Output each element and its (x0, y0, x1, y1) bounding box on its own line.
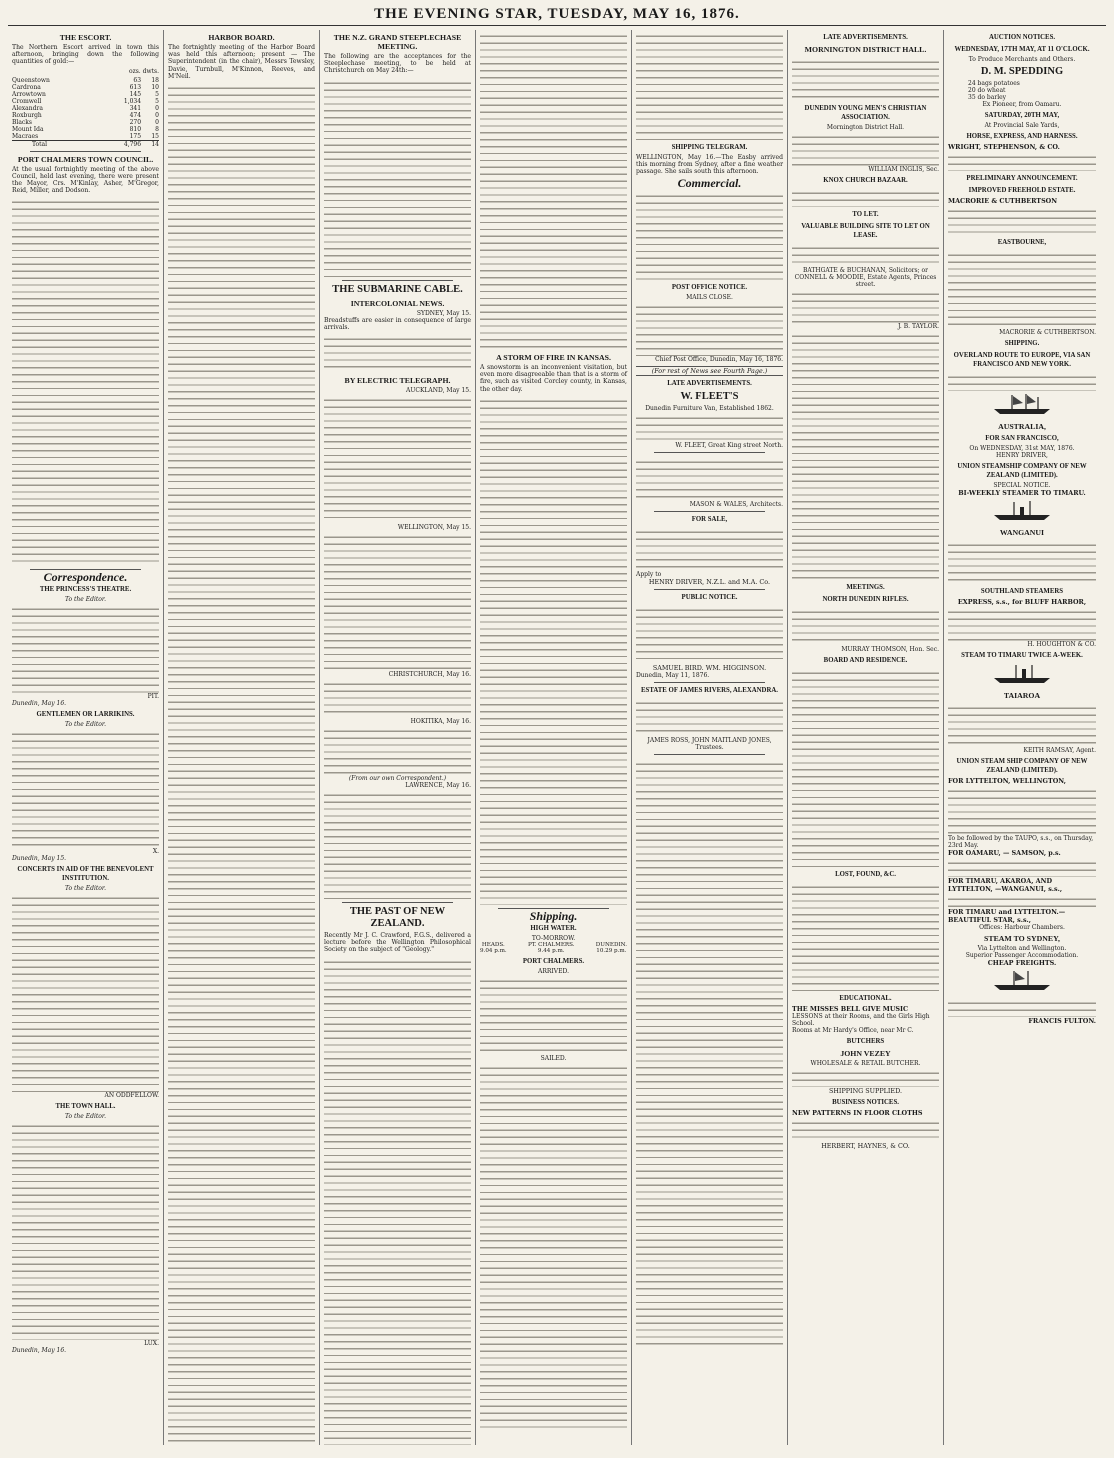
article-body (948, 539, 1096, 584)
article-body (948, 371, 1096, 391)
arrived-heading: ARRIVED. (538, 967, 569, 975)
union2: UNION STEAM SHIP COMPANY OF NEW ZEALAND (LIMITED). (956, 758, 1088, 774)
via: Via Lyttelton and Wellington. (977, 945, 1067, 952)
fourth-page-note: (For rest of News see Fourth Page.) (636, 366, 783, 376)
council-title: PORT CHALMERS TOWN COUNCIL. (17, 154, 154, 164)
offices: Offices: Harbour Chambers. (979, 924, 1065, 931)
article-body (948, 151, 1096, 171)
ymca-sub: Mornington District Hall. (826, 124, 905, 131)
commercial-heading: Commercial. (677, 175, 742, 190)
table-row: Arrowtown 145 5 (12, 90, 159, 98)
lost-heading: LOST, FOUND, &C. (835, 871, 896, 878)
barley: 35 do barley (968, 94, 1007, 101)
eastbourne: EASTBOURNE, (997, 239, 1047, 246)
signature: LUX. (144, 1340, 159, 1348)
dateline: Dunedin, May 11, 1876. (636, 671, 710, 679)
dateline: Dunedin, May 16. (12, 700, 67, 708)
column-6 (788, 30, 944, 1445)
ship-icon (948, 393, 1096, 419)
concerts-sub: To the Editor. (64, 885, 107, 893)
article-body (324, 333, 471, 373)
saturday: SATURDAY, 20TH MAY, (984, 112, 1060, 119)
cheap: CHEAP FREIGHTS. (987, 959, 1057, 967)
fleet-sign: W. FLEET, Great King street North. (675, 441, 783, 449)
past-text: Recently Mr J. C. Crawford, F.G.S., delivered a lecture before the Wellington Philosophical Society on the subject of "Geology." (324, 932, 471, 954)
bags: 24 bags potatoes (968, 80, 1020, 87)
mails-close: MAILS CLOSE. (686, 293, 733, 301)
article-body (636, 301, 783, 356)
oamaru: FOR OAMARU, — SAMSON, p.s. (948, 849, 1061, 857)
sf: FOR SAN FRANCISCO, (985, 435, 1059, 442)
express: EXPRESS, s.s., for BLUFF HARBOR, (957, 598, 1087, 606)
houghton: H. HOUGHTON & CO. (1027, 641, 1096, 648)
table-total-row: Total 4,796 14 (12, 140, 159, 148)
column-2 (164, 30, 320, 1445)
larrikins-title: GENTLEMEN OR LARRIKINS. (36, 711, 135, 719)
article-body (948, 249, 1096, 329)
sailed-heading: SAILED. (540, 1054, 567, 1062)
article-body (792, 131, 939, 166)
dateline: CHRISTCHURCH, May 16. (388, 671, 471, 679)
telegram-text: WELLINGTON, May 16.—The Easby arrived this morning from Sydney, after a fine weather passage. She sails south this afternoon. (636, 154, 783, 176)
superior: Superior Passenger Accommodation. (965, 952, 1079, 959)
cable-title: THE SUBMARINE CABLE. (332, 283, 463, 295)
overland: OVERLAND ROUTE TO EUROPE, VIA SAN FRANCISCO AND NEW YORK. (953, 352, 1091, 368)
article-body (636, 412, 783, 442)
late-ads-heading: LATE ADVERTISEMENTS. (667, 379, 752, 387)
article-body (324, 789, 471, 899)
vezey: JOHN VEZEY (840, 1049, 891, 1058)
bathgate: BATHGATE & BUCHANAN, Solicitors; or CONNELL & MOODIE, Estate Agents, Princes street. (794, 267, 937, 288)
article-body (636, 604, 783, 664)
article-body (324, 956, 471, 1445)
fulton: FRANCIS FULTON. (1028, 1017, 1096, 1025)
larrikins-sub: To the Editor. (64, 721, 107, 729)
article-body (324, 77, 471, 277)
article-body (12, 728, 159, 848)
wanganui: WANGANUI (999, 528, 1045, 537)
ymca-sign: WILLIAM INGLIS, Sec. (868, 166, 939, 173)
macrorie: MACRORIE & CUTHBERTSON (948, 197, 1058, 205)
article-body (324, 678, 471, 718)
rifles: NORTH DUNEDIN RIFLES. (822, 596, 909, 603)
townhall-title: THE TOWN HALL. (55, 1103, 116, 1111)
article-body (948, 785, 1096, 835)
table-row: Mount Ida 810 8 (12, 125, 159, 133)
table-row: Cromwell 1,034 5 (12, 97, 159, 105)
article-body (636, 30, 783, 140)
lessons: LESSONS at their Rooms, and the Girls High School. (792, 1013, 930, 1027)
column-1 (8, 30, 164, 1445)
late-ads-heading: LATE ADVERTISEMENTS. (823, 34, 908, 41)
divider (654, 589, 765, 590)
article-body (12, 603, 159, 693)
divider (654, 754, 765, 755)
concerts-title: CONCERTS IN AID OF THE BENEVOLENT INSTITUTION. (17, 866, 154, 883)
high-water: HIGH WATER. (530, 924, 577, 932)
article-body (480, 395, 627, 905)
fire-text: A snowstorm is an inconvenient visitation, but even more disagreeable than that is a storm of fire, such as visited Corcley county, in Kansas, the other day. (480, 364, 627, 393)
table-row: Queenstown 63 18 (12, 76, 159, 84)
past-title: THE PAST OF NEW ZEALAND. (349, 906, 446, 930)
butchers-heading: BUTCHERS (846, 1038, 885, 1045)
columns (8, 30, 1106, 1445)
patterns: NEW PATTERNS IN FLOOR CLOTHS (792, 1109, 923, 1117)
australia: AUSTRALIA, (998, 422, 1046, 431)
telegram-title: SHIPPING TELEGRAM. (671, 144, 748, 151)
mason-sign: MASON & WALES, Architects. (689, 500, 783, 508)
postmaster: Chief Post Office, Dunedin, May 16, 1876. (655, 355, 783, 363)
ship-icon (948, 662, 1096, 688)
educational-heading: EDUCATIONAL. (839, 995, 892, 1002)
biweekly: BI-WEEKLY STEAMER TO TIMARU. (958, 489, 1086, 497)
knox: KNOX CHURCH BAZAAR. (823, 177, 908, 184)
tomorrow: TO-MORROW. (531, 934, 576, 942)
auction-heading: AUCTION NOTICES. (988, 34, 1056, 41)
escort-title: THE ESCORT. (59, 33, 112, 42)
dateline: Dunedin, May 15. (12, 855, 67, 863)
column-7 (944, 30, 1100, 1445)
dateline: HOKITIKA, May 16. (410, 718, 471, 726)
shipping-heading: SHIPPING. (1004, 340, 1040, 347)
escort-head: ozs. dwts. (128, 67, 159, 75)
escort-intro: The Northern Escort arrived in town this afternoon, bringing down the following quantities of gold:— (12, 44, 159, 66)
townhall-sub: To the Editor. (64, 1113, 107, 1121)
article-body (948, 857, 1096, 877)
driver: HENRY DRIVER, (996, 452, 1048, 459)
signature: X. (152, 848, 159, 856)
column-3 (320, 30, 476, 1445)
supplied: SHIPPING SUPPLIED. (828, 1087, 903, 1095)
oats: 20 do wheat (968, 87, 1006, 94)
lyttelton: FOR LYTTELTON, WELLINGTON, (948, 777, 1066, 785)
for-sale: FOR SALE, (691, 515, 728, 523)
ymca-title: DUNEDIN YOUNG MEN'S CHRISTIAN ASSOCIATION. (804, 105, 927, 121)
hardy: Rooms at Mr Hardy's Office, near Mr C. (792, 1027, 914, 1034)
article-body (324, 725, 471, 775)
wright: WRIGHT, STEPHENSON, & CO. (948, 143, 1060, 151)
union: UNION STEAMSHIP COMPANY OF NEW ZEALAND (LIMITED). (957, 463, 1087, 479)
column-4 (476, 30, 632, 1445)
dateline: AUCKLAND, May 15. (405, 387, 471, 395)
article-body (792, 56, 939, 101)
article-body (792, 288, 939, 323)
dateline: WELLINGTON, May 15. (397, 524, 471, 532)
steeple-title: THE N.Z. GRAND STEEPLECHASE MEETING. (333, 33, 462, 51)
ship-icon (948, 499, 1096, 525)
spedding: D. M. SPEDDING (980, 66, 1064, 77)
small-ads (792, 667, 939, 867)
article-body (792, 1117, 939, 1142)
article-body (948, 606, 1096, 641)
steeple-text: The following are the acceptances for the Steeplechase meeting, to be held at Christchurch on May 24th:— (324, 53, 471, 75)
taiaroa: TAIAROA (1003, 691, 1041, 700)
apply: Apply to (636, 570, 662, 578)
small-ads (792, 881, 939, 991)
tide-dunedin: DUNEDIN. 10.29 p.m. (595, 941, 627, 954)
thomson: MURRAY THOMSON, Hon. Sec. (841, 646, 939, 653)
freehold: IMPROVED FREEHOLD ESTATE. (968, 187, 1076, 194)
article-body (12, 1120, 159, 1340)
prelim: PRELIMINARY ANNOUNCEMENT. (966, 175, 1078, 182)
beautiful: FOR TIMARU and LYTTELTON.— BEAUTIFUL STAR, s.s., (948, 908, 1066, 924)
dateline: SYDNEY, May 15. (416, 309, 471, 317)
to-let-heading: TO LET. (852, 211, 879, 218)
trustees: JAMES ROSS, JOHN MAITLAND JONES, Trustees. (647, 736, 772, 751)
article-body (636, 456, 783, 501)
misses: THE MISSES BELL GIVE MUSIC (792, 1005, 909, 1013)
theatre-title: THE PRINCESS'S THEATRE. (39, 586, 132, 594)
port-heading: PORT CHALMERS. (522, 957, 585, 965)
horses: HORSE, EXPRESS, AND HARNESS. (966, 133, 1078, 140)
article-body (792, 187, 939, 207)
article-body (480, 1062, 627, 1432)
article-body (12, 196, 159, 566)
board-heading: BOARD AND RESIDENCE. (823, 657, 908, 664)
article-body (948, 205, 1096, 235)
provincial: At Provincial Sale Yards, (984, 122, 1060, 129)
site: VALUABLE BUILDING SITE TO LET ON LEASE. (801, 223, 930, 239)
article-body (636, 526, 783, 571)
article-body (480, 975, 627, 1055)
theatre-sub: To the Editor. (64, 596, 107, 604)
article-body (636, 190, 783, 280)
ship-icon (948, 969, 1096, 995)
article-body (12, 892, 159, 1092)
macrorie-sign: MACRORIE & CUTHBERTSON. (999, 329, 1096, 336)
tide-table (480, 942, 627, 954)
sydney-text: Breadstuffs are easier in consequence of large arrivals. (324, 316, 471, 331)
column-5 (632, 30, 788, 1445)
article-body (948, 702, 1096, 747)
special: SPECIAL NOTICE. (993, 482, 1051, 489)
timaru: STEAM TO TIMARU TWICE A-WEEK. (961, 652, 1083, 659)
divider (654, 452, 765, 453)
article-body (324, 531, 471, 671)
telegraph-title: BY ELECTRIC TELEGRAPH. (344, 376, 451, 386)
akaroa: FOR TIMARU, AKAROA, AND LYTTELTON, —WANGANUI, s.s., (948, 877, 1063, 893)
article-body (948, 997, 1096, 1017)
public-notice: PUBLIC NOTICE. (681, 593, 738, 601)
escort-table (12, 77, 159, 148)
table-row: Cardrona 613 10 (12, 83, 159, 91)
correspondent-note: (From our own Correspondent.) (348, 775, 447, 783)
signature: AN ODDFELLOW. (104, 1092, 159, 1100)
article-body (792, 242, 939, 267)
table-row: Roxburgh 474 0 (12, 111, 159, 119)
business-heading: BUSINESS NOTICES. (832, 1099, 899, 1106)
wednesday: WEDNESDAY, 17TH MAY, AT 11 O'CLOCK. (954, 46, 1090, 53)
small-ads (636, 758, 783, 1348)
southland: SOUTHLAND STEAMERS (980, 588, 1064, 595)
driver: HENRY DRIVER, N.Z.L. and M.A. Co. (648, 577, 771, 586)
article-body (792, 1067, 939, 1087)
ramsay: KEITH RAMSAY, Agent. (1023, 747, 1096, 754)
signature: PIT. (147, 693, 159, 701)
dateline: LAWRENCE, May 16. (405, 782, 471, 790)
article-body (948, 893, 1096, 908)
tide-chalmers: PT. CHALMERS. 9.44 p.m. (527, 941, 575, 954)
divider (342, 902, 453, 903)
table-row: Alexandra 341 0 (12, 104, 159, 112)
divider (30, 151, 141, 152)
vezey-sub: WHOLESALE & RETAIL BUTCHER. (810, 1060, 921, 1067)
article-body (480, 30, 627, 350)
harbor-title: HARBOR BOARD. (208, 33, 275, 42)
correspondence-heading: Correspondence. (43, 570, 128, 585)
fleet-sub: Dunedin Furniture Van, Established 1862. (645, 404, 774, 412)
produce: To Produce Merchants and Others. (968, 56, 1076, 63)
tide-heads: HEADS. 9.04 p.m. (480, 941, 507, 954)
post-title: POST OFFICE NOTICE. (671, 283, 748, 291)
fire-title: A STORM OF FIRE IN KANSAS. (496, 353, 611, 362)
divider (654, 511, 765, 512)
small-ads (792, 330, 939, 580)
divider (342, 280, 453, 281)
article-body (792, 606, 939, 646)
council-text: At the usual fortnightly meeting of the above Council, held last evening, there were present the Mayor, Crs. M'Kinlay, Asher, M'Gregor, Reid, Miller, and Dodson. (12, 165, 159, 195)
article-body (324, 394, 471, 524)
fleet-title: W. FLEET'S (680, 390, 739, 402)
herbert: HERBERT, HAYNES, & CO. (821, 1142, 910, 1150)
meetings-heading: MEETINGS. (846, 584, 885, 591)
taylor: J. B. TAYLOR. (897, 323, 939, 330)
intercolonial-title: INTERCOLONIAL NEWS. (350, 298, 445, 308)
sydney-title: STEAM TO SYDNEY, (984, 934, 1060, 943)
shipping-heading: Shipping. (529, 908, 578, 923)
mornington: MORNINGTON DISTRICT HALL. (804, 45, 927, 54)
masthead: THE EVENING STAR, TUESDAY, MAY 16, 1876. (8, 6, 1106, 26)
sf-date: On WEDNESDAY, 31st MAY, 1876. (969, 445, 1075, 452)
dateline: Dunedin, May 16. (12, 1347, 67, 1355)
pioneer: Ex Pioneer, from Oamaru. (982, 101, 1062, 108)
table-row: Macraes 175 15 (12, 132, 159, 140)
bird: SAMUEL BIRD. WM. HIGGINSON. (652, 663, 767, 672)
divider (654, 682, 765, 683)
article-body (168, 82, 315, 1445)
article-body (636, 697, 783, 737)
harbor-text: The fortnightly meeting of the Harbor Board was held this afternoon; present — The Superintendent (in the chair), Messrs Tewsley, Davie, Turnbull, M'Kinnon, Reeves, and M'Neil. (168, 44, 315, 80)
estate: ESTATE OF JAMES RIVERS, ALEXANDRA. (641, 686, 778, 694)
taupo: To be followed by the TAUPO, s.s., on Thursday, 23rd May. (948, 835, 1094, 849)
table-row: Blacks 270 0 (12, 118, 159, 126)
